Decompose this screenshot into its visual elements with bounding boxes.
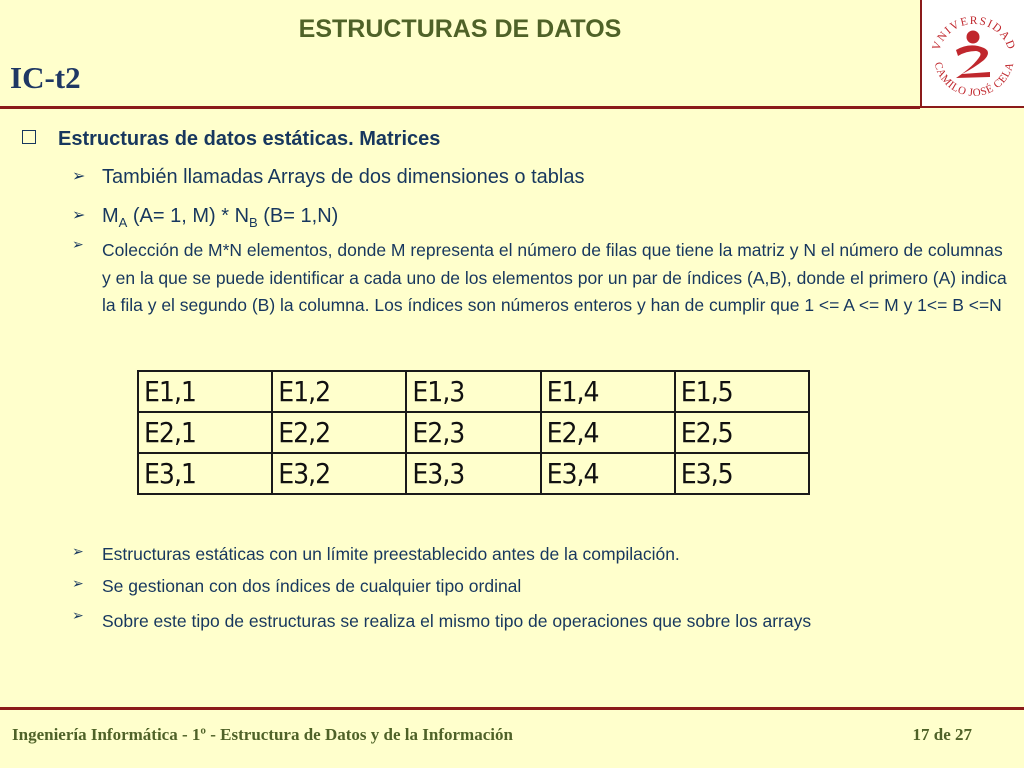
matrix-cell: E3,4 bbox=[541, 453, 675, 494]
bullet-paragraph: Colección de M*N elementos, donde M representa el número de filas que tiene la matriz y N el número de columnas y en la que se puede identificar a cada uno de los elementos por un par de índices (A,B), donde el primero (A) indica la fila y el segundo (B) la columna. Los índices son números enteros y han de cumplir que 1 <= A <= M y 1<= B <=N bbox=[102, 240, 1007, 315]
arrow-bullet-icon: ➢ bbox=[72, 236, 84, 252]
square-bullet-icon bbox=[22, 130, 36, 144]
matrix-cell: E3,3 bbox=[406, 453, 540, 494]
arrow-bullet-icon: ➢ bbox=[72, 575, 84, 591]
matrix-cell: E3,1 bbox=[138, 453, 272, 494]
arrow-bullet-icon: ➢ bbox=[72, 207, 86, 224]
matrix-cell: E1,4 bbox=[541, 371, 675, 412]
bullet-text: También llamadas Arrays de dos dimensiones o tablas bbox=[102, 166, 585, 188]
matrix-cell: E2,2 bbox=[272, 412, 406, 453]
matrix-cell: E2,4 bbox=[541, 412, 675, 453]
header-divider bbox=[0, 106, 920, 109]
bullet-text: Se gestionan con dos índices de cualquier tipo ordinal bbox=[102, 576, 522, 596]
slide-section-title: ESTRUCTURAS DE DATOS bbox=[298, 15, 622, 43]
heading-text: Estructuras de datos estáticas. Matrices bbox=[58, 128, 441, 150]
matrix-cell: E2,5 bbox=[675, 412, 809, 453]
matrix-row bbox=[138, 371, 809, 412]
bullet-paragraph: Sobre este tipo de estructuras se realiza el mismo tipo de operaciones que sobre los arrays bbox=[102, 611, 812, 631]
matrix-cell: E1,1 bbox=[138, 371, 272, 412]
arrow-bullet-icon: ➢ bbox=[72, 168, 86, 185]
matrix-cell: E2,3 bbox=[406, 412, 540, 453]
university-logo bbox=[920, 0, 1024, 108]
logo-text-bottom: CAMILO JOSÉ CELA bbox=[931, 60, 1017, 100]
formula-text: $M_A$ (A= 1, $M) * N_B$ (B= 1,N) bbox=[102, 205, 339, 230]
matrix-row bbox=[138, 453, 809, 494]
matrix-cell: E2,1 bbox=[138, 412, 272, 453]
matrix-cell: E3,2 bbox=[272, 453, 406, 494]
university-seal-icon bbox=[922, 0, 1024, 106]
footer-course: Ingeniería Informática - 1º - Estructura de Datos y de la Información bbox=[12, 725, 513, 744]
matrix-row bbox=[138, 412, 809, 453]
matrix-cell: E1,5 bbox=[675, 371, 809, 412]
page-number: 17 de 27 bbox=[912, 725, 972, 744]
matrix-cell: E1,3 bbox=[406, 371, 540, 412]
matrix-cell: E3,5 bbox=[675, 453, 809, 494]
slide-code: IC-t2 bbox=[10, 60, 81, 95]
footer-divider bbox=[0, 707, 1024, 710]
arrow-bullet-icon: ➢ bbox=[72, 607, 84, 623]
arrow-bullet-icon: ➢ bbox=[72, 543, 84, 559]
matrix-table bbox=[137, 370, 810, 495]
matrix-cell: E1,2 bbox=[272, 371, 406, 412]
bullet-text: Estructuras estáticas con un límite preestablecido antes de la compilación. bbox=[102, 544, 680, 564]
logo-text-top: VNIVERSIDAD bbox=[930, 14, 1018, 53]
